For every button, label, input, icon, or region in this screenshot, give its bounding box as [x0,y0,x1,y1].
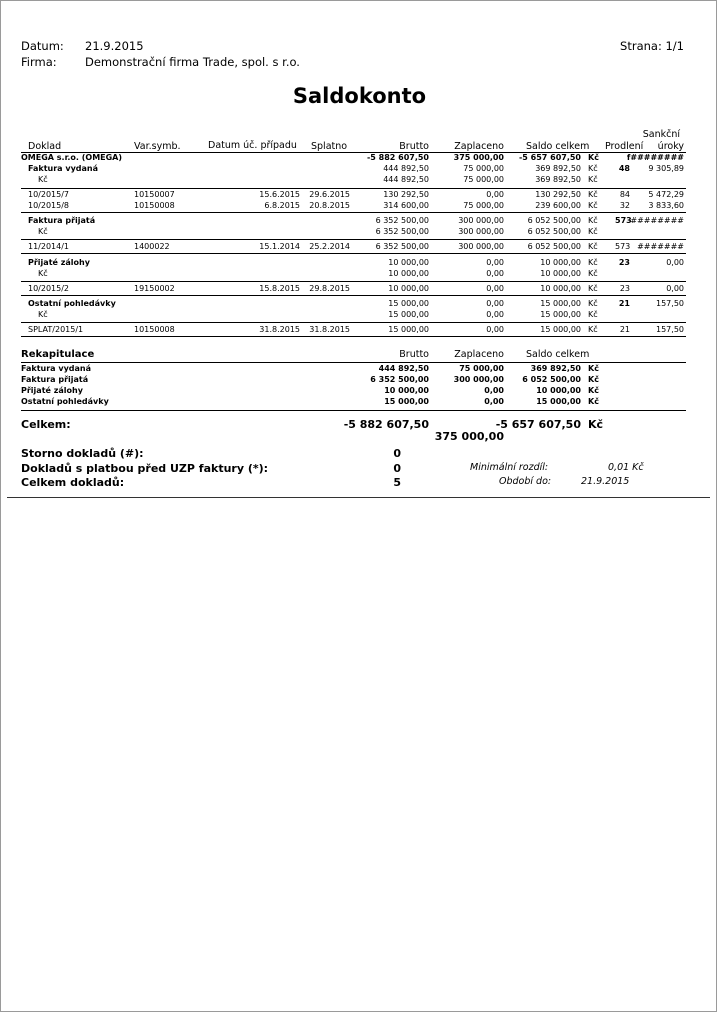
row-doklad: 10/2015/8 [28,201,70,210]
group-name: Ostatní pohledávky [28,299,116,308]
row-datum: 31.8.2015 [259,325,300,334]
firma-value: Demonstrační firma Trade, spol. s r.o. [85,55,300,69]
group-saldo-2: 10 000,00 [540,269,581,278]
row-splatno: 25.2.2014 [309,242,350,251]
row-saldo: 130 292,50 [535,190,581,199]
group-zaplaceno: 300 000,00 [458,216,504,225]
row-doklad: 10/2015/7 [28,190,70,199]
recap-mena: Kč [588,375,599,384]
group-currency: Kč [38,227,48,236]
group-mena-2: Kč [588,269,598,278]
report-title: Saldokonto [292,84,427,108]
row-doklad: 11/2014/1 [28,242,70,251]
recap-col-brutto: Brutto [399,349,429,360]
row-splatno: 29.6.2015 [309,190,350,199]
obdobi-value: 21.9.2015 [581,476,630,487]
group-name: Přijaté zálohy [28,258,90,267]
col-var-symb: Var.symb. [134,141,181,152]
obdobi-label: Období do: [499,476,552,487]
group-saldo-2: 369 892,50 [535,175,581,184]
row-doklad: 10/2015/2 [28,284,70,293]
group-brutto: 15 000,00 [388,299,429,308]
group-zaplaceno: 0,00 [486,258,504,267]
group-end-divider [21,212,686,213]
row-vs: 19150002 [134,284,175,293]
group-sankcni: ######## [630,216,684,225]
group-sankcni: 157,50 [656,299,684,308]
group-zaplaceno: 75 000,00 [463,164,504,173]
group-name: Faktura přijatá [28,216,96,225]
recap-label: Faktura přijatá [21,375,89,384]
group-zaplaceno-2: 0,00 [486,269,504,278]
recap-mena: Kč [588,386,599,395]
min-label: Minimální rozdíl: [470,462,549,473]
platba-value: 0 [393,462,401,475]
totals-brutto: -5 882 607,50 [343,418,429,431]
group-brutto: 444 892,50 [383,164,429,173]
row-brutto: 314 600,00 [383,201,429,210]
recap-label: Přijaté zálohy [21,386,83,395]
row-zaplaceno: 300 000,00 [458,242,504,251]
datum-value: 21.9.2015 [85,39,144,53]
row-saldo: 15 000,00 [540,325,581,334]
group-brutto: 10 000,00 [388,258,429,267]
totals-mena: Kč [588,418,604,431]
recap-saldo: 369 892,50 [530,364,581,373]
group-prodleni: 23 [618,258,630,267]
group-zaplaceno: 0,00 [486,299,504,308]
group-saldo: 369 892,50 [535,164,581,173]
row-vs: 10150007 [134,190,175,199]
celkem-dokladu-label: Celkem dokladů: [21,476,125,489]
group-brutto-2: 10 000,00 [388,269,429,278]
group-prodleni: 21 [618,299,630,308]
recap-col-zaplaceno: Zaplaceno [454,349,504,360]
col-datum-uc: Datum úč. případu [208,140,297,151]
storno-value: 0 [393,447,401,460]
col-brutto: Brutto [399,141,429,152]
partner-saldo: -5 657 607,50 [518,153,581,162]
group-divider [21,188,686,189]
group-divider [21,281,686,282]
row-mena: Kč [588,284,598,293]
group-saldo: 10 000,00 [540,258,581,267]
recap-label: Faktura vydaná [21,364,92,373]
row-datum: 6.8.2015 [264,201,300,210]
partner-zaplaceno: 375 000,00 [453,153,504,162]
row-mena: Kč [588,190,598,199]
group-mena: Kč [588,299,598,308]
recap-zaplaceno: 0,00 [484,397,504,406]
group-saldo-2: 6 052 500,00 [527,227,581,236]
recap-label: Ostatní pohledávky [21,397,109,406]
row-prodleni: 21 [619,325,630,334]
row-zaplaceno: 0,00 [486,190,504,199]
col-doklad: Doklad [28,141,62,152]
row-datum: 15.1.2014 [259,242,300,251]
row-brutto: 6 352 500,00 [375,242,429,251]
row-prodleni: 32 [619,201,630,210]
row-doklad: SPLAT/2015/1 [28,325,84,334]
group-mena-2: Kč [588,175,598,184]
col-sankcni-2: úroky [657,141,684,152]
totals-label: Celkem: [21,418,71,431]
group-name: Faktura vydaná [28,164,99,173]
group-saldo: 6 052 500,00 [527,216,581,225]
firma-label: Firma: [21,55,57,69]
row-sankcni: 157,50 [656,325,684,334]
row-sankcni: ####### [637,242,684,251]
group-divider [21,322,686,323]
datum-label: Datum: [21,39,64,53]
recap-saldo: 10 000,00 [536,386,581,395]
group-currency: Kč [38,310,48,319]
group-divider [21,239,686,240]
row-splatno: 20.8.2015 [309,201,350,210]
row-brutto: 130 292,50 [383,190,429,199]
group-sankcni: 0,00 [666,258,684,267]
group-end-divider [21,336,686,337]
row-prodleni: 84 [619,190,630,199]
row-zaplaceno: 0,00 [486,284,504,293]
group-zaplaceno-2: 300 000,00 [458,227,504,236]
partner-currency: Kč [588,153,599,162]
row-datum: 15.8.2015 [259,284,300,293]
recap-mena: Kč [588,397,599,406]
group-mena: Kč [588,258,598,267]
recap-divider [21,362,686,363]
group-saldo: 15 000,00 [540,299,581,308]
recap-brutto: 6 352 500,00 [370,375,429,384]
col-saldo: Saldo celkem [526,141,590,152]
recap-brutto: 15 000,00 [384,397,429,406]
group-zaplaceno-2: 75 000,00 [463,175,504,184]
group-brutto-2: 15 000,00 [388,310,429,319]
recap-zaplaceno: 0,00 [484,386,504,395]
row-vs: 1400022 [134,242,170,251]
celkem-dokladu-value: 5 [393,476,401,489]
group-mena: Kč [588,164,598,173]
recap-col-saldo: Saldo celkem [526,349,590,360]
recap-end-divider [21,410,686,411]
group-currency: Kč [38,175,48,184]
recap-zaplaceno: 300 000,00 [453,375,504,384]
col-prodleni: Prodlení [605,141,644,152]
storno-label: Storno dokladů (#): [21,447,144,460]
partner-sankcni: f######## [626,153,684,162]
group-currency: Kč [38,269,48,278]
min-value: 0,01 Kč [608,462,644,473]
row-zaplaceno: 75 000,00 [463,201,504,210]
group-mena-2: Kč [588,227,598,236]
row-datum: 15.6.2015 [259,190,300,199]
row-prodleni: 573 [615,242,631,251]
row-mena: Kč [588,201,598,210]
col-splatno: Splatno [311,141,348,152]
row-splatno: 29.8.2015 [309,284,350,293]
group-brutto-2: 6 352 500,00 [375,227,429,236]
row-splatno: 31.8.2015 [309,325,350,334]
recap-title: Rekapitulace [21,349,95,360]
row-vs: 10150008 [134,325,175,334]
group-end-divider [21,295,686,296]
row-brutto: 10 000,00 [388,284,429,293]
row-zaplaceno: 0,00 [486,325,504,334]
page-number: Strana: 1/1 [620,39,684,53]
row-saldo: 239 600,00 [535,201,581,210]
group-mena: Kč [588,216,598,225]
group-brutto: 6 352 500,00 [375,216,429,225]
platba-label: Dokladů s platbou před UZP faktury (*): [21,462,269,475]
row-vs: 10150008 [134,201,175,210]
col-zaplaceno: Zaplaceno [454,141,504,152]
recap-brutto: 10 000,00 [384,386,429,395]
group-mena-2: Kč [588,310,598,319]
page-end-divider [7,497,710,498]
row-prodleni: 23 [619,284,630,293]
row-mena: Kč [588,242,598,251]
partner-brutto: -5 882 607,50 [366,153,429,162]
group-end-divider [21,253,686,254]
row-saldo: 6 052 500,00 [527,242,581,251]
row-sankcni: 5 472,29 [648,190,684,199]
group-zaplaceno-2: 0,00 [486,310,504,319]
row-sankcni: 0,00 [666,284,684,293]
group-saldo-2: 15 000,00 [540,310,581,319]
recap-saldo: 15 000,00 [536,397,581,406]
totals-saldo: -5 657 607,50 [495,418,581,431]
row-brutto: 15 000,00 [388,325,429,334]
recap-mena: Kč [588,364,599,373]
group-sankcni: 9 305,89 [648,164,684,173]
group-prodleni: 48 [618,164,630,173]
row-sankcni: 3 833,60 [648,201,684,210]
recap-saldo: 6 052 500,00 [522,375,581,384]
row-mena: Kč [588,325,598,334]
partner-name: OMEGA s.r.o. (OMEGA) [21,153,123,162]
group-brutto-2: 444 892,50 [383,175,429,184]
recap-zaplaceno: 75 000,00 [459,364,504,373]
recap-brutto: 444 892,50 [378,364,429,373]
totals-zaplaceno: 375 000,00 [434,430,504,443]
group-prodleni: 573 [615,216,632,225]
row-saldo: 10 000,00 [540,284,581,293]
col-sankcni-1: Sankční [642,129,680,140]
